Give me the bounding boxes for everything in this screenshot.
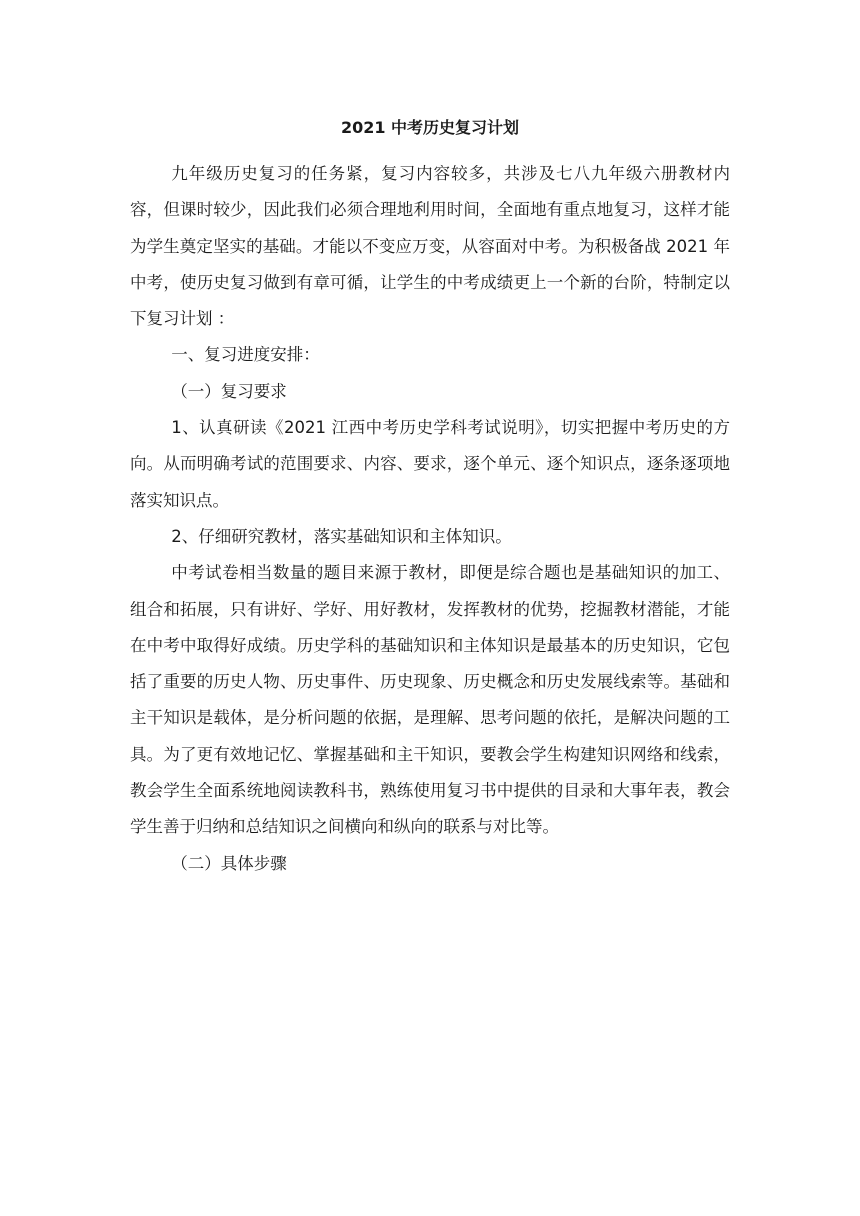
document-body bbox=[130, 156, 730, 882]
paragraph-textbook-basis: 中考试卷相当数量的题目来源于教材，即便是综合题也是基础知识的加工、组合和拓展，只有讲好、学好、用好教材，发挥教材的优势，挖掘教材潜能，才能在中考中取得好成绩。历史学科的基础知识和主体知识是最基本的历史知识，它包括了重要的历史人物、历史事件、历史现象、历史概念和历史发展线索等。基础和主干知识是载体，是分析问题的依据，是理解、思考问题的依托，是解决问题的工具。为了更有效地记忆、掌握基础和主干知识，要教会学生构建知识网络和线索，教会学生全面系统地阅读教科书，熟练使用复习书中提供的目录和大事年表，教会学生善于归纳和总结知识之间横向和纵向的联系与对比等。 bbox=[130, 563, 730, 837]
paragraph-requirement-2: 2、仔细研究教材，落实基础知识和主体知识。 bbox=[171, 526, 512, 546]
subheading-steps: （二）具体步骤 bbox=[171, 853, 287, 873]
document-title: 2021 中考历史复习计划 bbox=[340, 118, 520, 137]
heading-schedule: 一、复习进度安排： bbox=[171, 345, 320, 365]
paragraph-intro: 九年级历史复习的任务紧，复习内容较多，共涉及七八九年级六册教材内容，但课时较少，因此我们必须合理地利用时间，全面地有重点地复习，这样才能为学生奠定坚实的基础。才能以不变应万变，从容面对中考。为积极备战 2021 年中考，使历史复习做到有章可循，让学生的中考成绩更上一个新的台阶，特制定以下复习计划 ： bbox=[130, 164, 730, 329]
paragraph-requirement-1: 1、认真研读《2021 江西中考历史学科考试说明》，切实把握中考历史的方向。从而明确考试的范围要求、内容、要求，逐个单元、逐个知识点，逐条逐项地落实知识点。 bbox=[130, 418, 730, 510]
subheading-requirements: （一）复习要求 bbox=[171, 381, 287, 401]
